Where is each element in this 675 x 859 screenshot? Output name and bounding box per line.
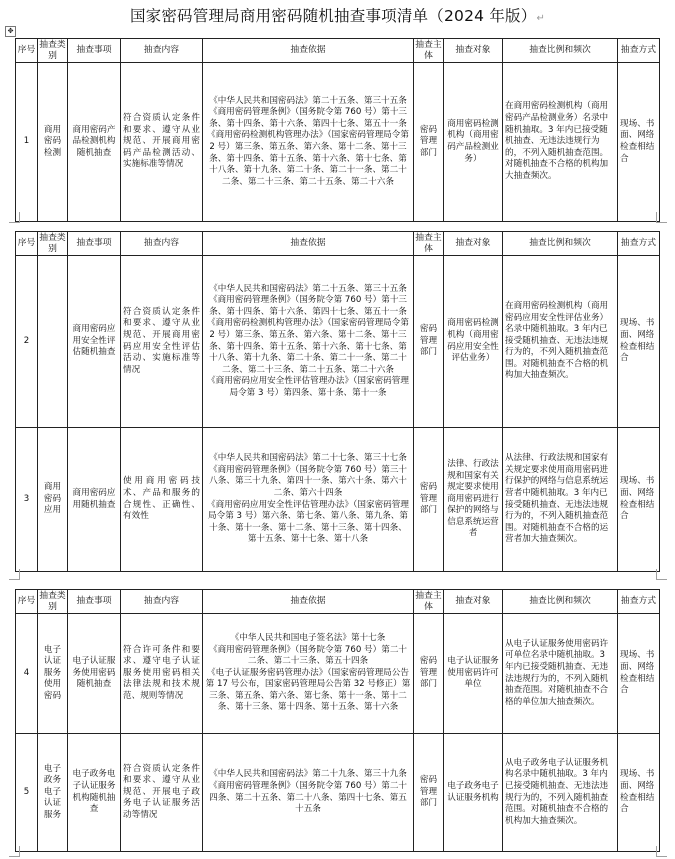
table-header-row <box>16 232 660 256</box>
table-move-handle-icon[interactable]: ✥ <box>5 26 16 37</box>
row-item: 商用密码应用随机抽查 <box>68 428 121 572</box>
header-category: 抽查类别 <box>39 40 66 61</box>
header-content: 抽查内容 <box>121 39 203 63</box>
row-object: 商用密码检测机构（商用密码产品检测业务） <box>444 63 503 222</box>
table-section-2 <box>15 231 660 572</box>
header-object: 抽查对象 <box>444 232 503 256</box>
row-subject: 密码管理部门 <box>414 734 444 852</box>
header-category: 抽查类别 <box>39 591 66 612</box>
table-section-3 <box>15 589 660 852</box>
page-corner-mark <box>656 846 667 857</box>
page-corner-mark <box>9 212 20 223</box>
row-content: 使用商用密码技术、产品和服务的合规性、正确性、有效性 <box>121 428 203 572</box>
table-row <box>16 614 660 734</box>
row-basis: 《中华人民共和国电子签名法》第十七条 《商用密码管理条例》（国务院令第 760 号）第二十二条、第二十三条、第五十四条 《电子认证服务密码管理办法》（国家密码管理局公告第 17 号公布，国家密码管理局公告第 32 号修正）第三条、第五条、第六条、第七条、第十一条、第十二条、第十三条、第十四条、第十五条、第十六条 <box>203 614 414 734</box>
page-corner-mark <box>9 846 20 857</box>
header-ratio: 抽查比例和频次 <box>503 590 618 614</box>
row-basis: 《中华人民共和国密码法》第二十九条、第三十九条 《商用密码管理条例》（国务院令第 760 号）第二十四条、第二十五条、第二十八条、第四十七条、第五十五条 <box>203 734 414 852</box>
row-method: 现场、书面、网络检查相结合 <box>618 256 660 428</box>
row-ratio: 从法律、行政法规和国家有关规定要求使用商用密码进行保护的网络与信息系统运营者中随机抽取。3 年内已接受随机抽查、无违法违规行为的，不列入随机抽查范围。对随机抽查不合格的运营者加大抽查频次。 <box>503 428 618 572</box>
header-method: 抽查方式 <box>618 232 660 256</box>
header-no: 序号 <box>16 39 38 63</box>
row-ratio: 在商用密码检测机构（商用密码产品检测业务）名录中随机抽取。3 年内已接受随机抽查、无违法违规行为的，不列入随机抽查范围。对随机抽查不合格的机构加大抽查频次。 <box>503 63 618 222</box>
row-category <box>38 256 68 428</box>
header-subject: 抽查主体 <box>415 591 442 612</box>
row-basis: 《中华人民共和国密码法》第二十五条、第三十五条 《商用密码管理条例》（国务院令第 760 号）第十三条、第十四条、第十六条、第四十七条、第五十一条 《商用密码检测机构管理办法》（国家密码管理局令第 2 号）第三条、第五条、第六条、第十二条、第十三条、第十四条、第十五条、第十六条、第十七条、第十八条、第十九条、第二十条、第二十一条、第二十二条、第二十三条、第二十五条、第二十六条 <box>203 63 414 222</box>
header-ratio: 抽查比例和频次 <box>503 232 618 256</box>
header-object: 抽查对象 <box>444 590 503 614</box>
row-category: 商用密码应用 <box>38 428 68 572</box>
table-header-row <box>16 590 660 614</box>
row-content: 符合资质认定条件和要求、遵守从业规范、开展商用密码应用安全性评估活动、实施标准等情况 <box>121 256 203 428</box>
row-category: 电子政务电子认证服务 <box>38 734 68 852</box>
row-content: 符合资质认定条件和要求、遵守从业规范、开展商用密码产品检测活动、实施标准等情况 <box>121 63 203 222</box>
row-item: 电子政务电子认证服务机构随机抽查 <box>68 734 121 852</box>
title-text: 国家密码管理局商用密码随机抽查事项清单（2024 年版） <box>129 7 537 25</box>
row-ratio: 在商用密码检测机构（商用密码应用安全性评估业务）名录中随机抽取。3 年内已接受随机抽查、无违法违规行为的，不列入随机抽查范围。对随机抽查不合格的机构加大抽查频次。 <box>503 256 618 428</box>
header-subject: 抽查主体 <box>415 40 442 61</box>
row-object: 电子认证服务使用密码许可单位 <box>444 614 503 734</box>
row-no: 2 <box>16 256 38 428</box>
header-method: 抽查方式 <box>618 39 660 63</box>
document-title <box>0 4 675 31</box>
paragraph-mark-icon: ↵ <box>536 13 546 24</box>
row-category: 商用密码检测 <box>38 63 68 222</box>
row-basis: 《中华人民共和国密码法》第二十五条、第三十五条 《商用密码管理条例》（国务院令第 760 号）第十三条、第十四条、第十六条、第四十七条、第五十一条 《商用密码检测机构管理办法》（国家密码管理局令第 2 号）第三条、第五条、第六条、第十二条、第十三条、第十四条、第十五条、第十六条、第十七条、第十八条、第十九条、第二十条、第二十一条、第二十二条、第二十三条、第二十五条、第二十六条 《商用密码应用安全性评估管理办法》（国家密码管理局令第 3 号）第四条、第十条、第十一条 <box>203 256 414 428</box>
header-basis: 抽查依据 <box>203 232 414 256</box>
row-no: 1 <box>16 63 38 222</box>
header-no: 序号 <box>16 590 38 614</box>
row-basis: 《中华人民共和国密码法》第二十七条、第三十七条 《商用密码管理条例》（国务院令第 760 号）第三十八条、第三十九条、第四十一条、第六十条、第六十二条、第六十四条 《商用密码应用安全性评估管理办法》（国家密码管理局令第 3 号）第六条、第七条、第八条、第九条、第十条、第十一条、第十二条、第十三条、第十四条、第十五条、第十七条、第十八条 <box>203 428 414 572</box>
table-row <box>16 428 660 572</box>
row-ratio: 从电子认证服务使用密码许可单位名录中随机抽取。3 年内已接受随机抽查、无违法违规行为的，不列入随机抽查范围。对随机抽查不合格的单位加大抽查频次。 <box>503 614 618 734</box>
page-corner-mark <box>9 569 20 580</box>
header-category: 抽查类别 <box>39 233 66 254</box>
header-object: 抽查对象 <box>444 39 503 63</box>
page-corner-mark <box>656 569 667 580</box>
header-ratio: 抽查比例和频次 <box>503 39 618 63</box>
row-subject: 密码管理部门 <box>414 256 444 428</box>
header-item: 抽查事项 <box>68 232 121 256</box>
row-subject: 密码管理部门 <box>414 63 444 222</box>
table-header-row <box>16 39 660 63</box>
header-content: 抽查内容 <box>121 590 203 614</box>
table-row <box>16 256 660 428</box>
row-item: 商用密码应用安全性评估随机抽查 <box>68 256 121 428</box>
row-content: 符合资质认定条件和要求、遵守从业规范、开展电子政务电子认证服务活动等情况 <box>121 734 203 852</box>
row-method: 现场、书面、网络检查相结合 <box>618 614 660 734</box>
header-subject: 抽查主体 <box>415 233 442 254</box>
row-category: 电子认证服务使用密码 <box>38 614 68 734</box>
row-no: 4 <box>16 614 38 734</box>
row-item: 电子认证服务使用密码随机抽查 <box>68 614 121 734</box>
row-item: 商用密码产品检测机构随机抽查 <box>68 63 121 222</box>
header-item: 抽查事项 <box>68 590 121 614</box>
header-basis: 抽查依据 <box>203 590 414 614</box>
row-method: 现场、书面、网络检查相结合 <box>618 734 660 852</box>
header-method: 抽查方式 <box>618 590 660 614</box>
row-method: 现场、书面、网络检查相结合 <box>618 428 660 572</box>
row-object: 商用密码检测机构（商用密码应用安全性评估业务） <box>444 256 503 428</box>
row-object: 法律、行政法规和国家有关规定要求使用商用密码进行保护的网络与信息系统运营者 <box>444 428 503 572</box>
header-content: 抽查内容 <box>121 232 203 256</box>
header-no: 序号 <box>16 232 38 256</box>
row-no: 3 <box>16 428 38 572</box>
row-method: 现场、书面、网络检查相结合 <box>618 63 660 222</box>
header-item: 抽查事项 <box>68 39 121 63</box>
row-subject: 密码管理部门 <box>414 614 444 734</box>
header-basis: 抽查依据 <box>203 39 414 63</box>
row-content: 符合许可条件和要求、遵守电子认证服务使用密码相关法律法规和技术规范、规则等情况 <box>121 614 203 734</box>
table-row <box>16 63 660 222</box>
row-subject: 密码管理部门 <box>414 428 444 572</box>
table-section-1 <box>15 38 660 222</box>
table-row <box>16 734 660 852</box>
row-ratio: 从电子政务电子认证服务机构名录中随机抽取。3 年内已接受随机抽查、无违法违规行为的，不列入随机抽查范围。对随机抽查不合格的机构加大抽查频次。 <box>503 734 618 852</box>
page-corner-mark <box>656 212 667 223</box>
row-object: 电子政务电子认证服务机构 <box>444 734 503 852</box>
row-no: 5 <box>16 734 38 852</box>
